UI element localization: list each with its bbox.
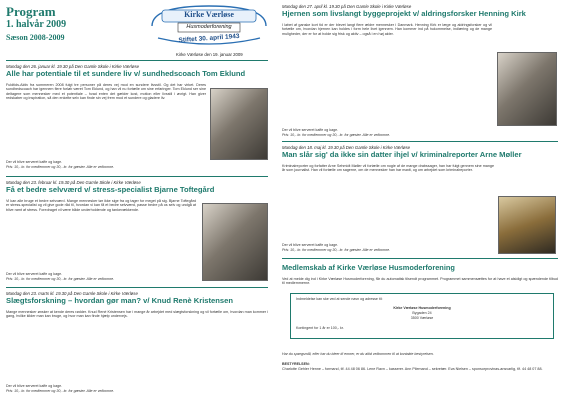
- speaker-photo: [498, 196, 556, 254]
- event-heading: Hjernen som livslangt byggeprojekt v/ aldringsforsker Henning Kirk: [282, 9, 526, 18]
- event-meta: Mandag den 23. februar kl. 19.30 på Den Gamle Skole i Kirke Værløse: [6, 180, 141, 185]
- event-description: Vi kan alle bruge et bedre selvværd. Mange mennesker tør ikke sige fra og tager for meget på sig. Bjarne Toftegård er stress-specialist og vil give gode råd til, hvordan vi kan få et bedre selvværd, passe bedre på os selv og undgå at blive ramt af stress. Foredraget vil være både underholdende og tankevækkende.: [6, 199, 196, 212]
- signup-address-street: Bygaden 24: [412, 311, 432, 315]
- speaker-photo: [202, 203, 268, 281]
- speaker-photo: [497, 52, 557, 126]
- event-description: Mange mennesker ønsker at kende deres rødder. Knud Renè Kristensen har i mange år arbejdet med slægtsforskning og vil fortælle om, hvordan man kommer i gang, hvilke kilder man kan bruge, og hvor man kan finde hjælp undervejs.: [6, 310, 268, 319]
- event-refreshments: Der vil blive serveret kaffe og kage.: [6, 384, 63, 388]
- event-description: I løbet af ganske kort tid er der blevet langt flere ældre mennesker i Danmark. Henning Kirk er læge og aldringsforsker og vil fortælle om, hvordan hjernen kan holdes i form hele livet igennem. Han kommer ind på hukommelse, indlæring og de mange muligheder, der er for at holde sig frisk og aktiv – også i en høj alder.: [282, 23, 492, 36]
- event-refreshments: Der vil blive serveret kaffe og kage.: [6, 272, 63, 276]
- divider: [6, 287, 268, 288]
- board-members: Charlotte Gehler Henne – formand, tlf. 44 48 06 86. Lene Ravn – kasserer. Ann Pilemand – sekretær. Eva Nielsen – sponsorprovinas-ansvarlig, tlf. 44 48 07 88.: [282, 367, 543, 371]
- program-title: Program: [6, 4, 56, 19]
- divider: [282, 141, 558, 142]
- event-refreshments: Der vil blive serveret kaffe og kage.: [282, 128, 339, 132]
- event-meta: Mandag den 26. januar kl. 19.30 på Den Gamle Skole i Kirke Værløse: [6, 64, 140, 69]
- speaker-photo: [210, 88, 268, 160]
- membership-intro: Ved at melde dig ind i Kirke Værløse Husmoderforening, får du automatisk tilsendt programmet. Programmet sammensættes for at have et alsidigt og spændende tilbud til medlemmerne.: [282, 277, 558, 286]
- event-heading: Alle har potentiale til et sundere liv v/ sundhedscoach Tom Eklund: [6, 69, 246, 78]
- membership-heading: Medlemskab af Kirke Værløse Husmoderforening: [282, 263, 455, 272]
- event-refreshments: Der vil blive serveret kaffe og kage.: [282, 243, 339, 247]
- logo-text-bottom: Stiftet 30. april 1943: [178, 32, 240, 45]
- event-refreshments: Der vil blive serveret kaffe og kage.: [6, 160, 63, 164]
- divider: [282, 258, 558, 259]
- season-label: Sæson 2008-2009: [6, 33, 65, 42]
- logo-caption: Kirke Værløse den 19. januar 2009: [176, 52, 243, 57]
- event-meta: Mandag den 23. marts kl. 19.30 på Den Gamle Skole i Kirke Værløse: [6, 291, 138, 296]
- divider: [6, 60, 268, 61]
- membership-fee: Kontingent for 1 år er 100,- kr.: [296, 326, 344, 330]
- divider: [6, 176, 268, 177]
- event-heading: Få et bedre selvværd v/ stress-specialist Bjarne Toftegård: [6, 185, 215, 194]
- signup-intro: Indmeldelse kan ske ved at sende navn og adresse til:: [296, 297, 383, 301]
- program-period: 1. halvår 2009: [6, 19, 67, 30]
- event-price: Pris: 10,- kr. for medlemmer og 30,- kr. for gæster. Alle er velkomne.: [6, 389, 115, 393]
- event-heading: Slægtsforskning – hvordan gør man? v/ Knud Renè Kristensen: [6, 296, 234, 305]
- board-label: BESTYRELSEN:: [282, 362, 310, 366]
- signup-address-city: 3500 Værløse: [410, 316, 434, 320]
- contact-note: Har du spørgsmål, eller har du ideer til emner, er du altid velkommen til at kontakte bestyrelsen.: [282, 352, 434, 356]
- event-price: Pris: 10,- kr. for medlemmer og 30,- kr. for gæster. Alle er velkomne.: [6, 277, 115, 281]
- event-meta: Mandag den 27. april kl. 19.30 på Den Gamle Skole i Kirke Værløse: [282, 4, 412, 9]
- event-description: Fuldtids-Aktiv fra sommeren 2008 fulgt tre personer på deres vej mod en sundere livsstil. Og det har virket. Deres sundhedscoach har igennem flere forløb været Tom Eklund, og han vil nu fortælle om sine erfaringer. Tom Eklund ser sine deltagere som mennesker med et potentiale – hvad enten det gælder kost, motion eller livsstil i øvrigt. Han giver redskaber og inspiration, så den enkelte selv kan finde sin vej frem mod et sundere og gladere liv.: [6, 83, 206, 101]
- association-logo: [150, 4, 268, 50]
- event-price: Pris: 10,- kr. for medlemmer og 30,- kr. for gæster. Alle er velkomne.: [282, 133, 391, 137]
- logo-text-top: Kirke Værløse: [184, 10, 234, 19]
- event-price: Pris: 10,- kr. for medlemmer og 30,- kr. for gæster. Alle er velkomne.: [282, 248, 391, 252]
- event-heading: Man slår sig' da ikke sin datter ihjel v/ kriminalreporter Arne Møller: [282, 150, 522, 159]
- event-price: Pris: 10,- kr. for medlemmer og 30,- kr. for gæster. Alle er velkomne.: [6, 165, 115, 169]
- event-meta: Mandag den 18. maj kl. 19.30 på Den Gamle Skole i Kirke Værløse: [282, 145, 411, 150]
- logo-text-mid: Husmoderforening: [186, 24, 232, 30]
- signup-box: [290, 293, 554, 339]
- signup-address-name: Kirke Værløse Husmoderforening: [393, 306, 451, 310]
- event-description: Kriminalreporter og forfatter Arne Sehmidt Møller vil fortælle om nogle af de mange drabssager, han har fulgt gennem sine mange år som journalist. Han vil fortælle om sagerne, om de mennesker han har mødt, og om arbejdet som kriminalreporter.: [282, 164, 494, 173]
